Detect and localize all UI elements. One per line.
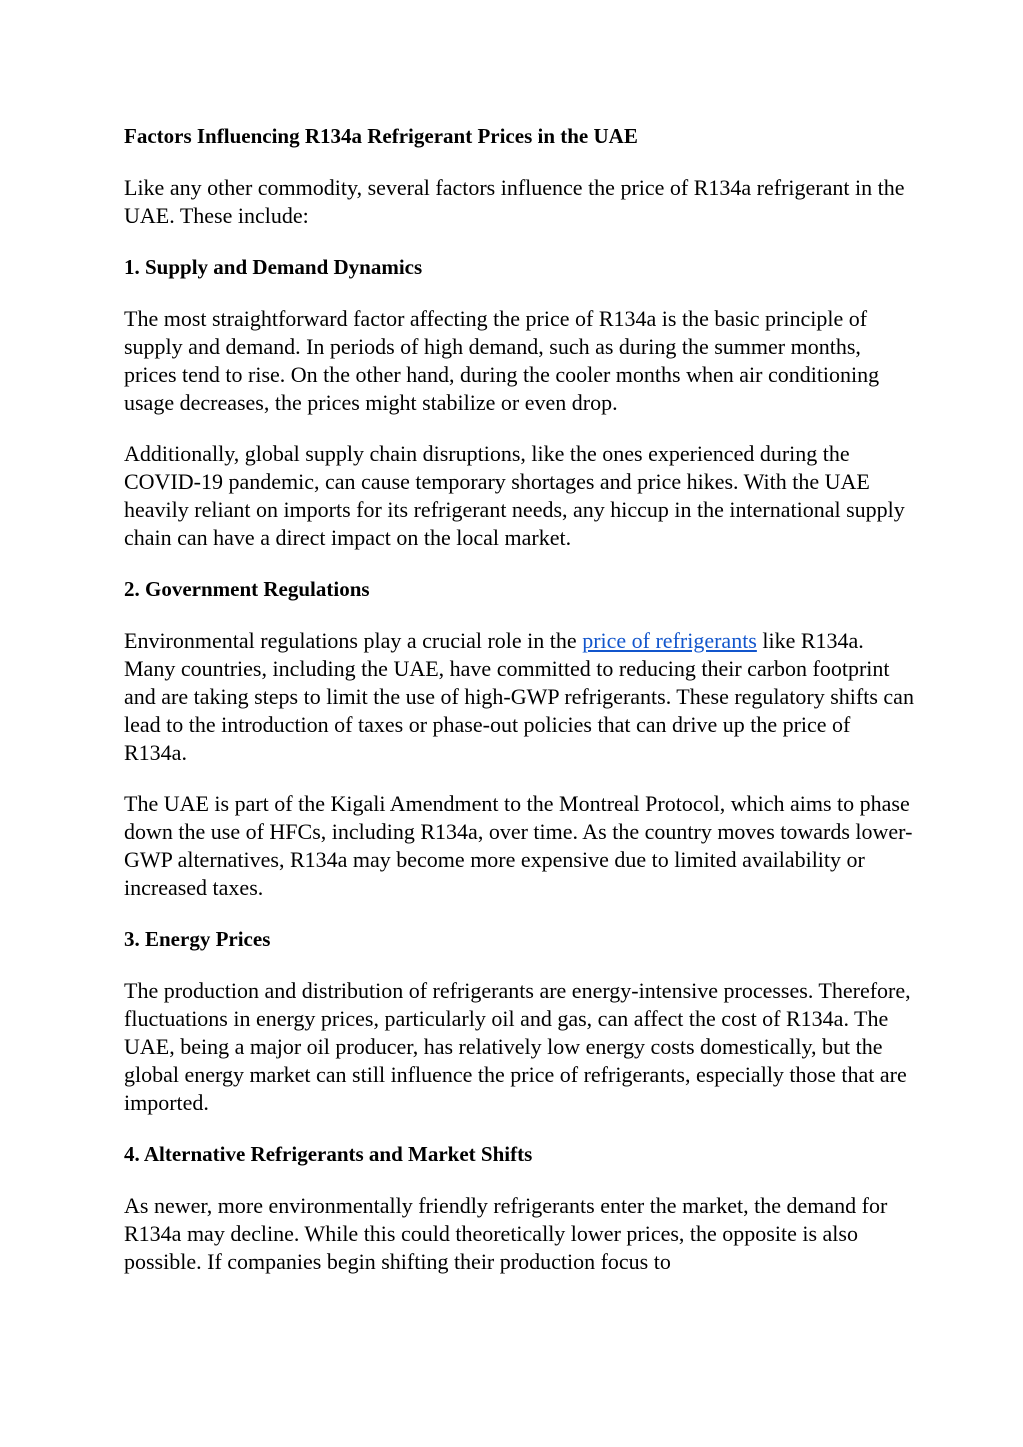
section-heading-energy-prices: 3. Energy Prices [124, 927, 271, 951]
paragraph-text: like R134a. Many countries, including the UAE, have committed to reducing their carbon footprint and are taking steps to limit the use of high-GWP refrigerants. These regulatory shifts can lead to the introduction of taxes or phase-out policies that can drive up the price of R134a. [124, 628, 914, 765]
price-of-refrigerants-link[interactable]: price of refrigerants [582, 628, 757, 653]
paragraph: The UAE is part of the Kigali Amendment to the Montreal Protocol, which aims to phase down the use of HFCs, including R134a, over time. As the country moves towards lower-GWP alternatives, R134a may become more expensive due to limited availability or increased taxes. [124, 791, 913, 900]
document-page [124, 122, 914, 1276]
paragraph-with-link [124, 627, 914, 767]
section-heading-government-regulations: 2. Government Regulations [124, 577, 370, 601]
section-heading-alternative-refrigerants: 4. Alternative Refrigerants and Market Shifts [124, 1142, 533, 1166]
paragraph: Additionally, global supply chain disruptions, like the ones experienced during the COVID-19 pandemic, can cause temporary shortages and price hikes. With the UAE heavily reliant on imports for its refrigerant needs, any hiccup in the international supply chain can have a direct impact on the local market. [124, 441, 905, 550]
paragraph: The production and distribution of refrigerants are energy-intensive processes. Therefore, fluctuations in energy prices, particularly oil and gas, can affect the cost of R134a. The UAE, being a major oil producer, has relatively low energy costs domestically, but the global energy market can still influence the price of refrigerants, especially those that are imported. [124, 978, 911, 1115]
intro-paragraph: Like any other commodity, several factors influence the price of R134a refrigerant in the UAE. These include: [124, 175, 905, 228]
paragraph: The most straightforward factor affecting the price of R134a is the basic principle of supply and demand. In periods of high demand, such as during the summer months, prices tend to rise. On the other hand, during the cooler months when air conditioning usage decreases, the prices might stabilize or even drop. [124, 306, 880, 415]
paragraph: As newer, more environmentally friendly refrigerants enter the market, the demand for R134a may decline. While this could theoretically lower prices, the opposite is also possible. If companies begin shifting their production focus to [124, 1193, 888, 1274]
section-heading-supply-demand: 1. Supply and Demand Dynamics [124, 255, 423, 279]
document-title: Factors Influencing R134a Refrigerant Prices in the UAE [124, 124, 638, 148]
paragraph-text: Environmental regulations play a crucial role in the [124, 628, 583, 653]
